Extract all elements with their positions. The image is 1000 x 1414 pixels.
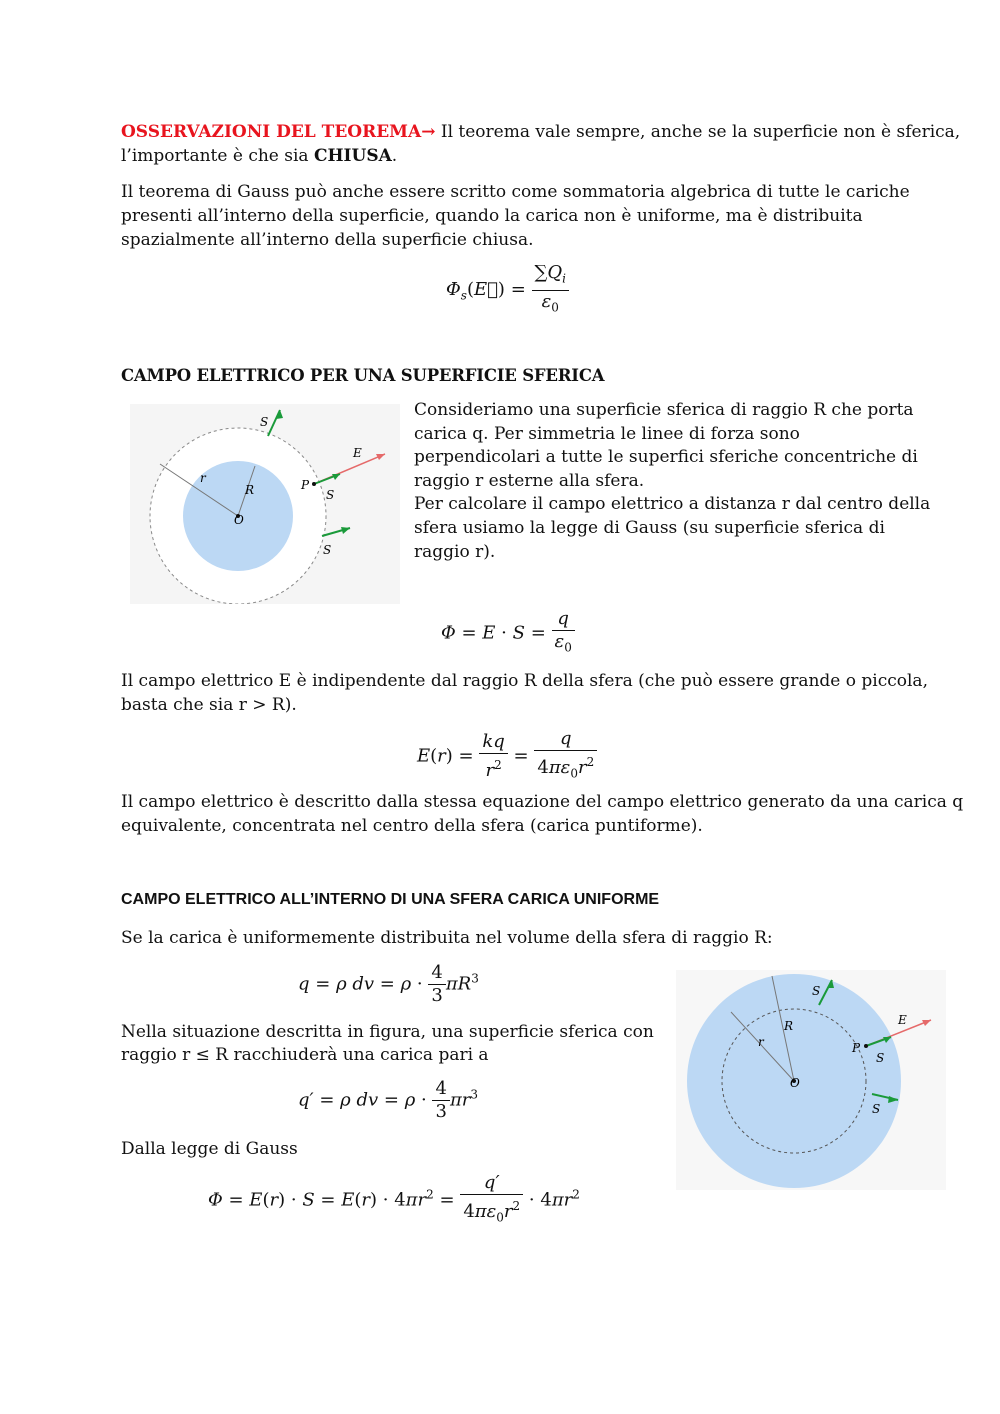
label-r: r — [200, 471, 206, 485]
section1-para2-line-2: basta che sia r > R). — [121, 695, 297, 715]
label-e: E — [353, 446, 362, 460]
section1-text-2: carica q. Per simmetria le linee di forza sono — [414, 424, 800, 444]
label-s-bottom: S — [872, 1102, 881, 1116]
section1-heading: CAMPO ELETTRICO PER UNA SUPERFICIE SFERICA — [121, 366, 605, 385]
label-s-p: S — [876, 1051, 885, 1065]
section1-text-5: Per calcolare il campo elettrico a distanza r dal centro della — [414, 494, 931, 514]
label-s-bottom: S — [323, 543, 332, 557]
para1-line-3: spazialmente all’interno della superficie chiusa. — [121, 230, 534, 250]
label-p: P — [301, 478, 310, 492]
intro-heading: OSSERVAZIONI DEL TEOREMA — [121, 122, 422, 142]
label-s-p: S — [326, 488, 335, 502]
label-p: P — [852, 1041, 861, 1055]
intro-text: Il teorema vale sempre, anche se la superficie non è sferica, — [435, 122, 961, 142]
label-o: O — [790, 1076, 800, 1090]
section1-para2-line-1: Il campo elettrico E è indipendente dal raggio R della sfera (che può essere grande o piccola, — [121, 671, 928, 691]
section1-para3-line-1: Il campo elettrico è descritto dalla stessa equazione del campo elettrico generato da una carica q — [121, 792, 964, 812]
section1-para3-line-2: equivalente, concentrata nel centro della sfera (carica puntiforme). — [121, 816, 703, 836]
section1-text-6: sfera usiamo la legge di Gauss (su superficie sferica di — [414, 518, 885, 538]
label-r: r — [758, 1035, 764, 1049]
equation-flux-inside: $\Phi = E(r) \cdot S = E(r) \cdot 4\pi r^2$ = $\frac{q'}{4\pi\varepsilon_0r^2}$ · $4\pi r^2$ — [208, 1172, 580, 1225]
intro-line-2 — [121, 145, 397, 169]
para1-line-2: presenti all’interno della superficie, quando la carica non è uniforme, ma è distribuita — [121, 206, 863, 226]
figure-spherical-surface — [130, 404, 400, 604]
intro-bold-word: CHIUSA — [313, 146, 392, 166]
equation-flux-e-s: Φ = E · S = $\frac{q}{\varepsilon_0}$ — [441, 608, 575, 659]
arrow-icon: → — [421, 122, 436, 142]
label-e: E — [898, 1013, 907, 1027]
section2-line-1: Se la carica è uniformemente distribuita nel volume della sfera di raggio R: — [121, 928, 773, 948]
section2-para-line-1: Nella situazione descritta in figura, una superficie sferica con — [121, 1022, 654, 1042]
equation-charge-volume: q = ρ dv = ρ · $\frac{4}{3}$ $\pi R^3$ — [298, 962, 479, 1006]
section2-gauss-line: Dalla legge di Gauss — [121, 1139, 298, 1159]
section2-para-line-2: raggio r ≤ R racchiuderà una carica pari a — [121, 1045, 489, 1065]
intro-line-1 — [121, 121, 960, 145]
section1-text-3: perpendicolari a tutte le superfici sferiche concentriche di — [414, 447, 918, 467]
equation-field-e-r: E(r) = $\frac{kq}{r^2}$ = $\frac{q}{4\pi\varepsilon_0r^2}$ — [417, 728, 597, 785]
intro-text-2: l’importante è che sia — [121, 146, 314, 166]
equation-gauss-sum: $\Phi_s(E⃗)$ = $\frac{\sum Q_i}{\varepsilon_0}$ — [446, 262, 569, 318]
section1-text-4: raggio r esterne alla sfera. — [414, 471, 645, 491]
intro-period: . — [391, 146, 398, 166]
section2-heading: CAMPO ELETTRICO ALL’INTERNO DI UNA SFERA CARICA UNIFORME — [121, 891, 660, 908]
label-s-top: S — [812, 984, 821, 998]
label-big-r: R — [784, 1019, 794, 1033]
label-big-r: R — [245, 483, 255, 497]
section1-text-1: Consideriamo una superficie sferica di raggio R che porta — [414, 400, 914, 420]
para1-line-1: Il teorema di Gauss può anche essere scritto come sommatoria algebrica di tutte le cariche — [121, 182, 910, 202]
label-s-top: S — [260, 415, 269, 429]
label-o: O — [234, 513, 244, 527]
figure-uniform-sphere — [676, 970, 946, 1190]
section1-text-7: raggio r). — [414, 542, 496, 562]
equation-charge-enclosed: q′ = ρ dv = ρ · $\frac{4}{3}$ $\pi r^3$ — [298, 1078, 479, 1122]
